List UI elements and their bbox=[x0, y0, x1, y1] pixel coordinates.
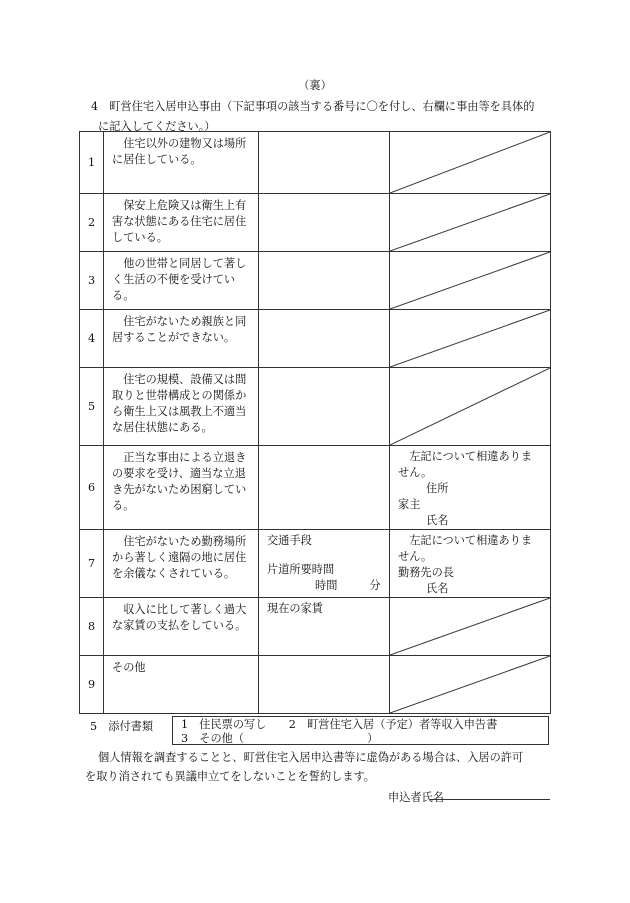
row-number: 1 bbox=[80, 132, 104, 194]
diagonal-strike bbox=[390, 132, 550, 193]
confirm-line: 左記について相違ありま bbox=[409, 534, 533, 547]
reason-text: 住宅以外の建物又は場所に居住している。 bbox=[112, 137, 247, 166]
reason-row-2 bbox=[80, 194, 551, 252]
landlord-confirmation[interactable] bbox=[390, 446, 551, 530]
row-number: 6 bbox=[80, 446, 104, 530]
detail-field[interactable] bbox=[259, 656, 390, 714]
reason-text: 住宅がないため親族と同居することができない。 bbox=[112, 315, 247, 344]
detail-field[interactable] bbox=[259, 368, 390, 446]
reason-text-cell bbox=[104, 252, 259, 310]
minutes-label: 分 bbox=[369, 579, 381, 592]
row-number: 5 bbox=[80, 368, 104, 446]
reason-text: 他の世帯と同居して著しく生活の不便を受けている。 bbox=[112, 257, 247, 302]
detail-field[interactable] bbox=[259, 446, 390, 530]
reason-text-cell bbox=[104, 310, 259, 368]
confirm-line: せん。 bbox=[398, 466, 433, 479]
hours-label: 時間 bbox=[315, 579, 338, 592]
reason-text-cell bbox=[104, 368, 259, 446]
detail-field[interactable] bbox=[259, 194, 390, 252]
transport-label: 交通手段 bbox=[267, 534, 312, 547]
landlord-label: 家主 bbox=[398, 498, 421, 511]
reason-row-5 bbox=[80, 368, 551, 446]
reason-text-cell bbox=[104, 598, 259, 656]
section5-label: 5 添付書類 bbox=[90, 720, 154, 733]
confirm-field-struck bbox=[390, 368, 551, 446]
attachment-items-1: 1 住民票の写し 2 町営住宅入居（予定）者等収入申告書 bbox=[181, 718, 498, 731]
row-number: 3 bbox=[80, 252, 104, 310]
reason-text-cell bbox=[104, 530, 259, 598]
detail-field[interactable] bbox=[259, 310, 390, 368]
applicant-name-label: 申込者氏名 bbox=[388, 791, 444, 804]
employer-confirmation[interactable] bbox=[390, 530, 551, 598]
diagonal-strike bbox=[390, 310, 550, 367]
reason-text: 住宅がないため勤務場所から著しく遠隔の地に居住を余儀なくされている。 bbox=[112, 535, 247, 580]
diagonal-strike bbox=[390, 656, 550, 713]
reason-row-8 bbox=[80, 598, 551, 656]
confirm-field-struck bbox=[390, 310, 551, 368]
reason-text: 住宅の規模、設備又は間取りと世帯構成との関係から衛生上又は風教上不適当な居住状態にある。 bbox=[112, 373, 247, 434]
reasons-table bbox=[79, 131, 551, 714]
detail-field[interactable] bbox=[259, 252, 390, 310]
employer-name-label: 氏名 bbox=[426, 582, 449, 595]
row-number: 9 bbox=[80, 656, 104, 714]
diagonal-strike bbox=[390, 194, 550, 251]
reason-text: その他 bbox=[112, 661, 146, 674]
confirm-field-struck bbox=[390, 132, 551, 194]
section4-title: 4 町営住宅入居申込事由（下記事項の該当する番号に〇を付し、右欄に事由等を具体的 bbox=[91, 100, 535, 113]
attachment-items-2: 3 その他（ ） bbox=[181, 732, 379, 745]
confirm-field-struck bbox=[390, 656, 551, 714]
reason-text-cell bbox=[104, 446, 259, 530]
reason-text: 収入に比して著しく過大な家賃の支払をしている。 bbox=[112, 603, 247, 632]
diagonal-strike bbox=[390, 368, 550, 445]
reason-row-7 bbox=[80, 530, 551, 598]
rent-detail[interactable] bbox=[259, 598, 390, 656]
confirm-line: 左記について相違ありま bbox=[409, 450, 533, 463]
reason-text: 正当な事由による立退きの要求を受け、適当な立退き先がないため困窮している。 bbox=[112, 451, 247, 512]
confirm-field-struck bbox=[390, 252, 551, 310]
commute-time-units bbox=[267, 578, 385, 594]
attachments-box bbox=[172, 716, 549, 745]
employer-label: 勤務先の長 bbox=[398, 566, 454, 579]
reason-text-cell bbox=[104, 656, 259, 714]
reason-row-1 bbox=[80, 132, 551, 194]
commute-detail[interactable] bbox=[259, 530, 390, 598]
reason-row-4 bbox=[80, 310, 551, 368]
commute-time-label: 片道所要時間 bbox=[267, 563, 335, 576]
declaration-line-2: を取り消されても異議申立てをしないことを誓約します。 bbox=[85, 770, 375, 783]
detail-field[interactable] bbox=[259, 132, 390, 194]
confirm-line: せん。 bbox=[398, 550, 433, 563]
diagonal-strike bbox=[390, 598, 550, 655]
reason-text-cell bbox=[104, 132, 259, 194]
declaration-line-1: 個人情報を調査することと、町営住宅入居申込書等に虚偽がある場合は、入居の許可 bbox=[98, 751, 524, 764]
diagonal-strike bbox=[390, 252, 550, 309]
reason-row-6 bbox=[80, 446, 551, 530]
page-header: （裏） bbox=[298, 79, 332, 92]
row-number: 4 bbox=[80, 310, 104, 368]
rent-label: 現在の家賃 bbox=[267, 602, 323, 615]
row-number: 2 bbox=[80, 194, 104, 252]
section4-title-continued: に記入してください。） bbox=[98, 120, 216, 133]
reason-text-cell bbox=[104, 194, 259, 252]
reason-row-3 bbox=[80, 252, 551, 310]
reason-row-9 bbox=[80, 656, 551, 714]
landlord-name-label: 氏名 bbox=[426, 514, 449, 527]
row-number: 7 bbox=[80, 530, 104, 598]
confirm-field-struck bbox=[390, 598, 551, 656]
landlord-address-label: 住所 bbox=[426, 482, 449, 495]
row-number: 8 bbox=[80, 598, 104, 656]
applicant-signature-line[interactable] bbox=[430, 799, 550, 800]
confirm-field-struck bbox=[390, 194, 551, 252]
reason-text: 保安上危険又は衛生上有害な状態にある住宅に居住している。 bbox=[112, 199, 247, 244]
